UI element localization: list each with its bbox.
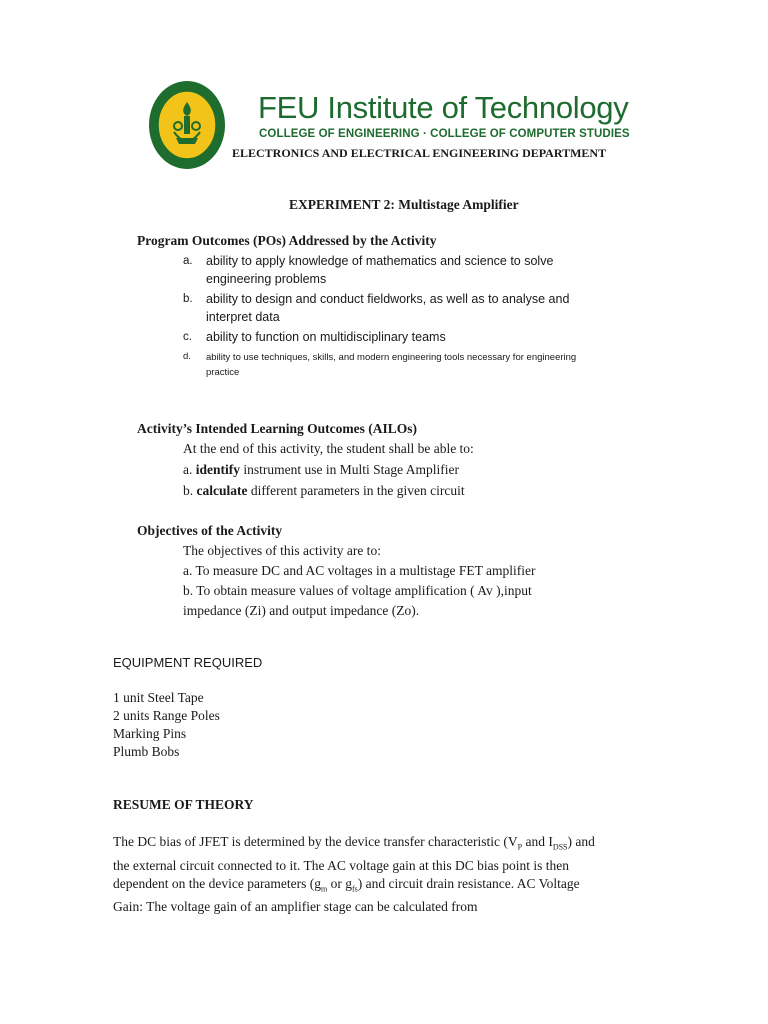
program-outcomes-heading: Program Outcomes (POs) Addressed by the Activity: [137, 233, 437, 248]
theory-text: or g: [327, 875, 353, 891]
list-marker: a.: [183, 255, 193, 267]
list-item: ability to function on multidisciplinary teams: [206, 330, 446, 344]
theory-text: ) and: [567, 834, 595, 849]
list-marker: b.: [183, 293, 193, 305]
equipment-heading: EQUIPMENT REQUIRED: [113, 655, 263, 670]
list-marker: c.: [183, 331, 192, 343]
theory-line: [113, 875, 653, 899]
list-item: ability to design and conduct fieldworks, as well as to analyse and interpret data: [206, 292, 570, 324]
experiment-title: EXPERIMENT 2: Multistage Amplifier: [289, 197, 519, 212]
theory-line: Gain: The voltage gain of an amplifier stage can be calculated from: [113, 899, 478, 915]
ailos-heading: Activity’s Intended Learning Outcomes (AILOs): [137, 421, 417, 436]
objective-item: impedance (Zi) and output impedance (Zo).: [183, 603, 420, 618]
ailo-prefix: b.: [183, 483, 194, 498]
ailo-text: instrument use in Multi Stage Amplifier: [243, 462, 459, 477]
theory-line: [113, 833, 653, 857]
theory-text: and I: [522, 834, 553, 849]
subscript-m: m: [321, 884, 328, 894]
ailo-item: [183, 462, 459, 478]
colleges-line: COLLEGE OF ENGINEERING · COLLEGE OF COMPUTER STUDIES: [259, 128, 630, 140]
theory-text: ) and circuit drain resistance. AC Voltage: [357, 875, 580, 891]
ailo-prefix: a.: [183, 462, 193, 477]
department-name: ELECTRONICS AND ELECTRICAL ENGINEERING DEPARTMENT: [232, 146, 607, 160]
subscript-fs: fs: [352, 884, 358, 894]
objectives-intro: The objectives of this activity are to:: [183, 543, 381, 558]
subscript-dss: DSS: [552, 842, 568, 852]
subscript-p: P: [517, 842, 523, 852]
equipment-item: 2 units Range Poles: [113, 708, 220, 723]
equipment-item: 1 unit Steel Tape: [113, 690, 204, 705]
equipment-item: Plumb Bobs: [113, 744, 180, 759]
ailo-verb: identify: [195, 462, 241, 477]
list-item: ability to apply knowledge of mathematics and science to solve engineering problems: [206, 254, 554, 286]
ailos-intro: At the end of this activity, the student shall be able to:: [183, 441, 474, 456]
list-marker: d.: [183, 351, 191, 362]
list-item: ability to use techniques, skills, and modern engineering tools necessary for engineering practice: [206, 352, 577, 378]
theory-paragraph: [113, 833, 653, 916]
theory-text: The DC bias of JFET is determined by the device transfer characteristic (V: [113, 834, 518, 849]
ailo-verb: calculate: [196, 483, 248, 498]
objectives-heading: Objectives of the Activity: [137, 523, 283, 538]
theory-line: the external circuit connected to it. The AC voltage gain at this DC bias point is then: [113, 857, 570, 873]
objective-item: a. To measure DC and AC voltages in a multistage FET amplifier: [183, 563, 536, 578]
ailo-item: [183, 483, 465, 499]
feu-seal-icon: [148, 80, 226, 170]
theory-heading: RESUME OF THEORY: [113, 797, 254, 812]
institute-name: FEU Institute of Technology: [258, 90, 629, 125]
ailo-text: different parameters in the given circuit: [250, 483, 465, 498]
feu-seal-logo: [148, 80, 226, 170]
equipment-item: Marking Pins: [113, 726, 187, 741]
objective-item: b. To obtain measure values of voltage amplification ( Av ),input: [183, 583, 532, 598]
theory-text: dependent on the device parameters (g: [113, 875, 322, 891]
